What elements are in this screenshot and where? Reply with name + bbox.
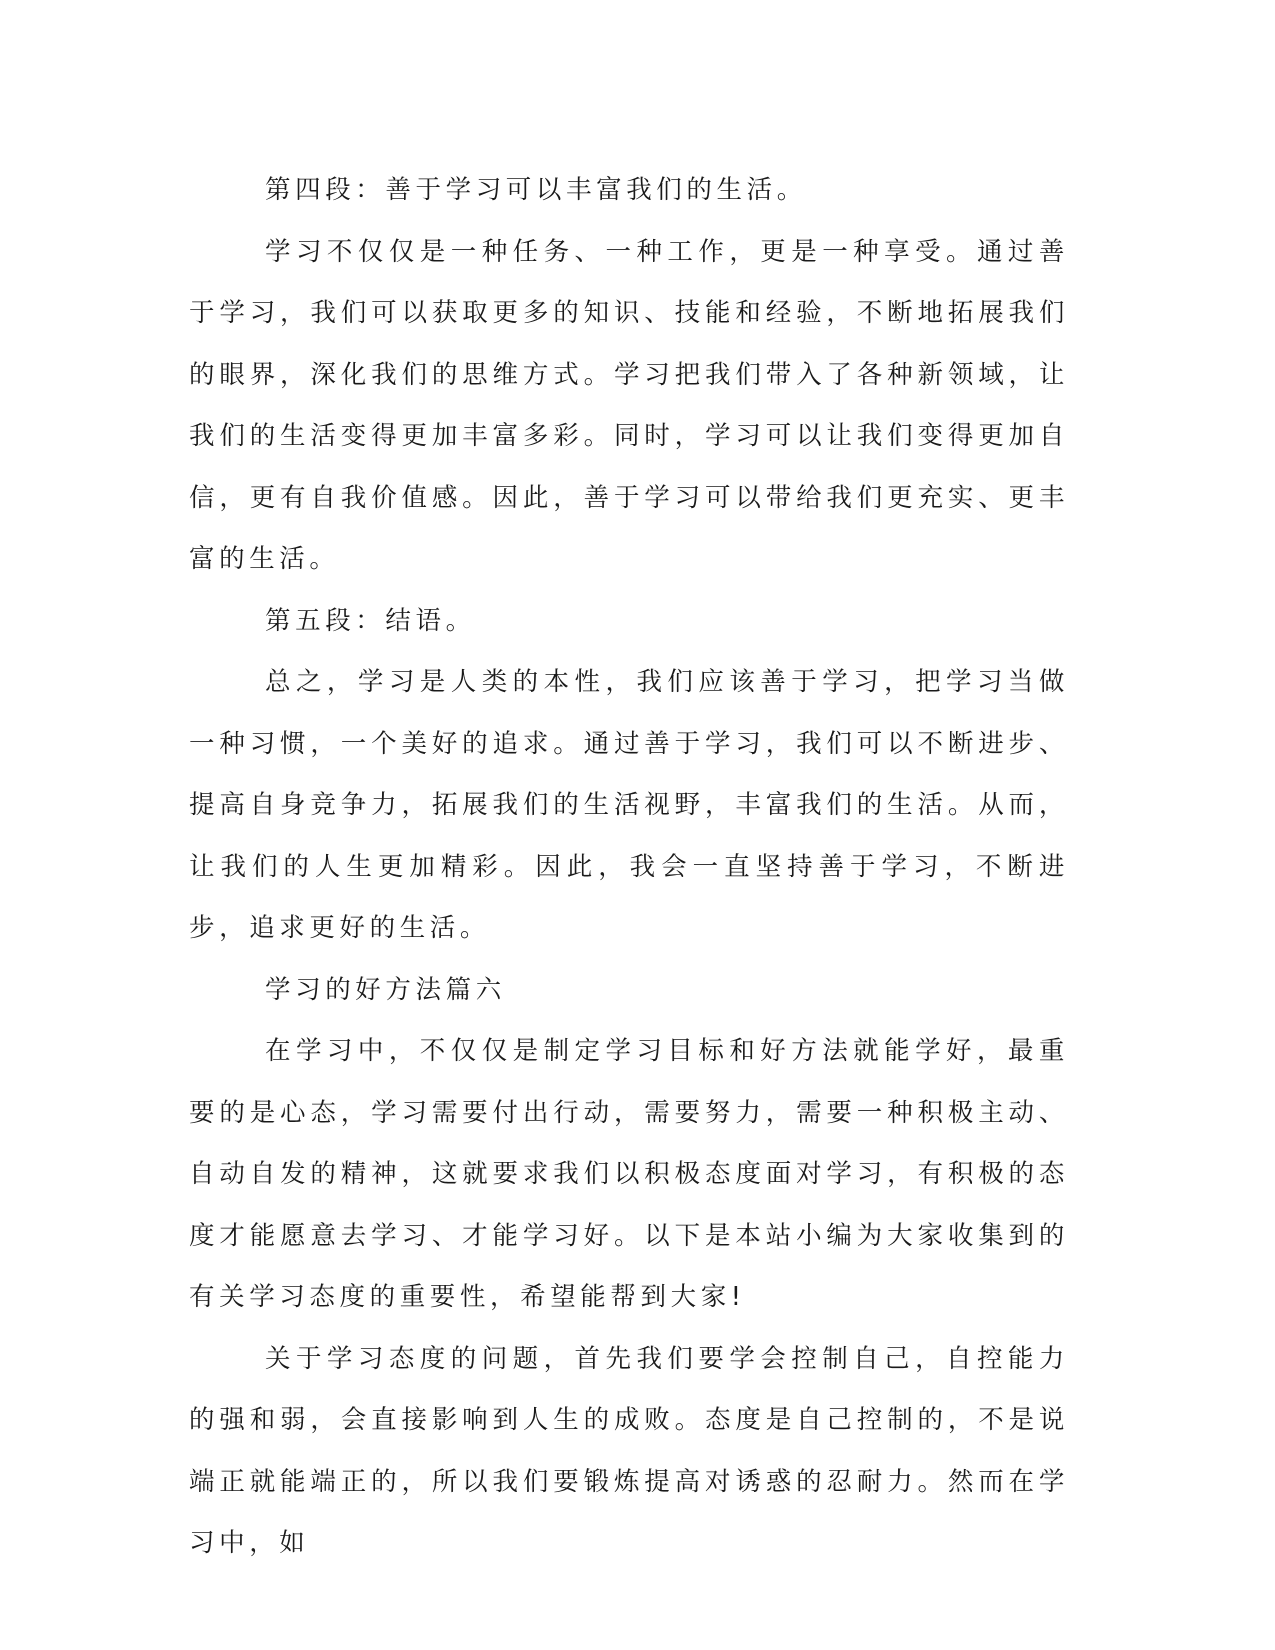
section-heading-5: 第五段：结语。 — [265, 605, 476, 636]
document-body — [189, 160, 1069, 1575]
article-title: 学习的好方法篇六 — [265, 974, 506, 1005]
body-paragraph: 关于学习态度的问题，首先我们要学会控制自己，自控能力的强和弱，会直接影响到人生的成败。态度是自己控制的，不是说端正就能端正的，所以我们要锻炼提高对诱惑的忍耐力。然而在学习中，如 — [189, 1343, 1069, 1558]
body-paragraph: 学习不仅仅是一种任务、一种工作，更是一种享受。通过善于学习，我们可以获取更多的知识、技能和经验，不断地拓展我们的眼界，深化我们的思维方式。学习把我们带入了各种新领域，让我们的生活变得更加丰富多彩。同时，学习可以让我们变得更加自信，更有自我价值感。因此，善于学习可以带给我们更充实、更丰富的生活。 — [189, 236, 1069, 574]
body-paragraph: 总之，学习是人类的本性，我们应该善于学习，把学习当做一种习惯，一个美好的追求。通过善于学习，我们可以不断进步、提高自身竞争力，拓展我们的生活视野，丰富我们的生活。从而，让我们的人生更加精彩。因此，我会一直坚持善于学习，不断进步，追求更好的生活。 — [189, 667, 1069, 943]
section-heading-4: 第四段：善于学习可以丰富我们的生活。 — [265, 175, 807, 205]
body-paragraph: 在学习中，不仅仅是制定学习目标和好方法就能学好，最重要的是心态，学习需要付出行动，需要努力，需要一种积极主动、自动自发的精神，这就要求我们以积极态度面对学习，有积极的态度才能愿意去学习、才能学习好。以下是本站小编为大家收集到的有关学习态度的重要性，希望能帮到大家! — [189, 1036, 1069, 1312]
